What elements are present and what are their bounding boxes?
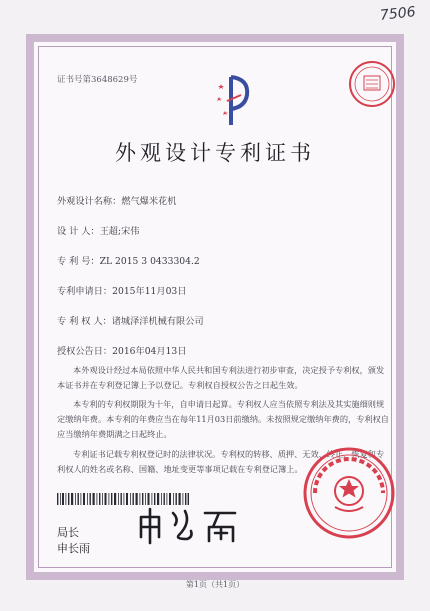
paragraph-term: 本专利的专利权期限为十年，自申请日起算。专利权人应当依照专利法及其实施细则规定缴纳年费。本专利的年费应当在每年11月03日前缴纳。未按照规定缴纳年费的，专利权自应当缴纳年费期满之日起终止。 [57, 399, 389, 440]
field-grant-date [57, 343, 186, 357]
signature-block [57, 525, 90, 557]
field-designer [57, 223, 139, 237]
field-label: 专利申请日： [57, 286, 113, 297]
small-red-seal-icon [347, 59, 397, 109]
signature-name: 申长雨 [57, 542, 90, 555]
field-value: 诸城泽洋机械有限公司 [111, 316, 204, 327]
certificate-title: 外观设计专利证书 [115, 141, 315, 165]
field-label: 授权公告日： [57, 346, 113, 357]
field-value: 燃气爆米花机 [121, 196, 177, 207]
field-value: ZL 2015 3 0433304.2 [99, 256, 200, 267]
field-label: 外观设计名称： [57, 196, 122, 207]
paragraph-legal-status: 专利证书记载专利权登记时的法律状况。专利权的转移、质押、无效、终止、恢复和专利权人的姓名或名称、国籍、地址变更等事项记载在专利登记簿上。 [57, 449, 385, 475]
field-value: 2016年04月13日 [112, 346, 187, 357]
certificate-inner-frame [38, 46, 392, 589]
field-label: 专 利 号： [57, 256, 100, 267]
patent-certificate [26, 34, 404, 589]
cnipa-logo-icon [215, 71, 251, 127]
field-application-date [57, 283, 186, 297]
barcode-icon [57, 493, 189, 505]
field-label: 设 计 人： [57, 226, 100, 237]
field-value: 2015年11月03日 [112, 286, 187, 297]
field-value: 王超;宋伟 [99, 226, 140, 237]
field-label: 专 利 权 人： [57, 316, 112, 327]
certificate-serial: 证书号第3648629号 [57, 75, 138, 85]
paragraph-grant: 本外观设计经过本局依照中华人民共和国专利法进行初步审查，决定授予专利权，颁发本证书并在专利登记簿上予以登记。专利权自授权公告之日起生效。 [57, 365, 385, 391]
handwritten-signature-icon [135, 505, 245, 545]
field-patent-number [57, 253, 200, 267]
handwritten-note: 7506 [379, 4, 417, 24]
signature-title: 局长 [57, 526, 79, 539]
page-number: 第1页（共1页） [185, 580, 245, 589]
official-red-seal-icon [301, 445, 397, 541]
field-patentee [57, 313, 204, 327]
field-design-name [57, 193, 176, 207]
